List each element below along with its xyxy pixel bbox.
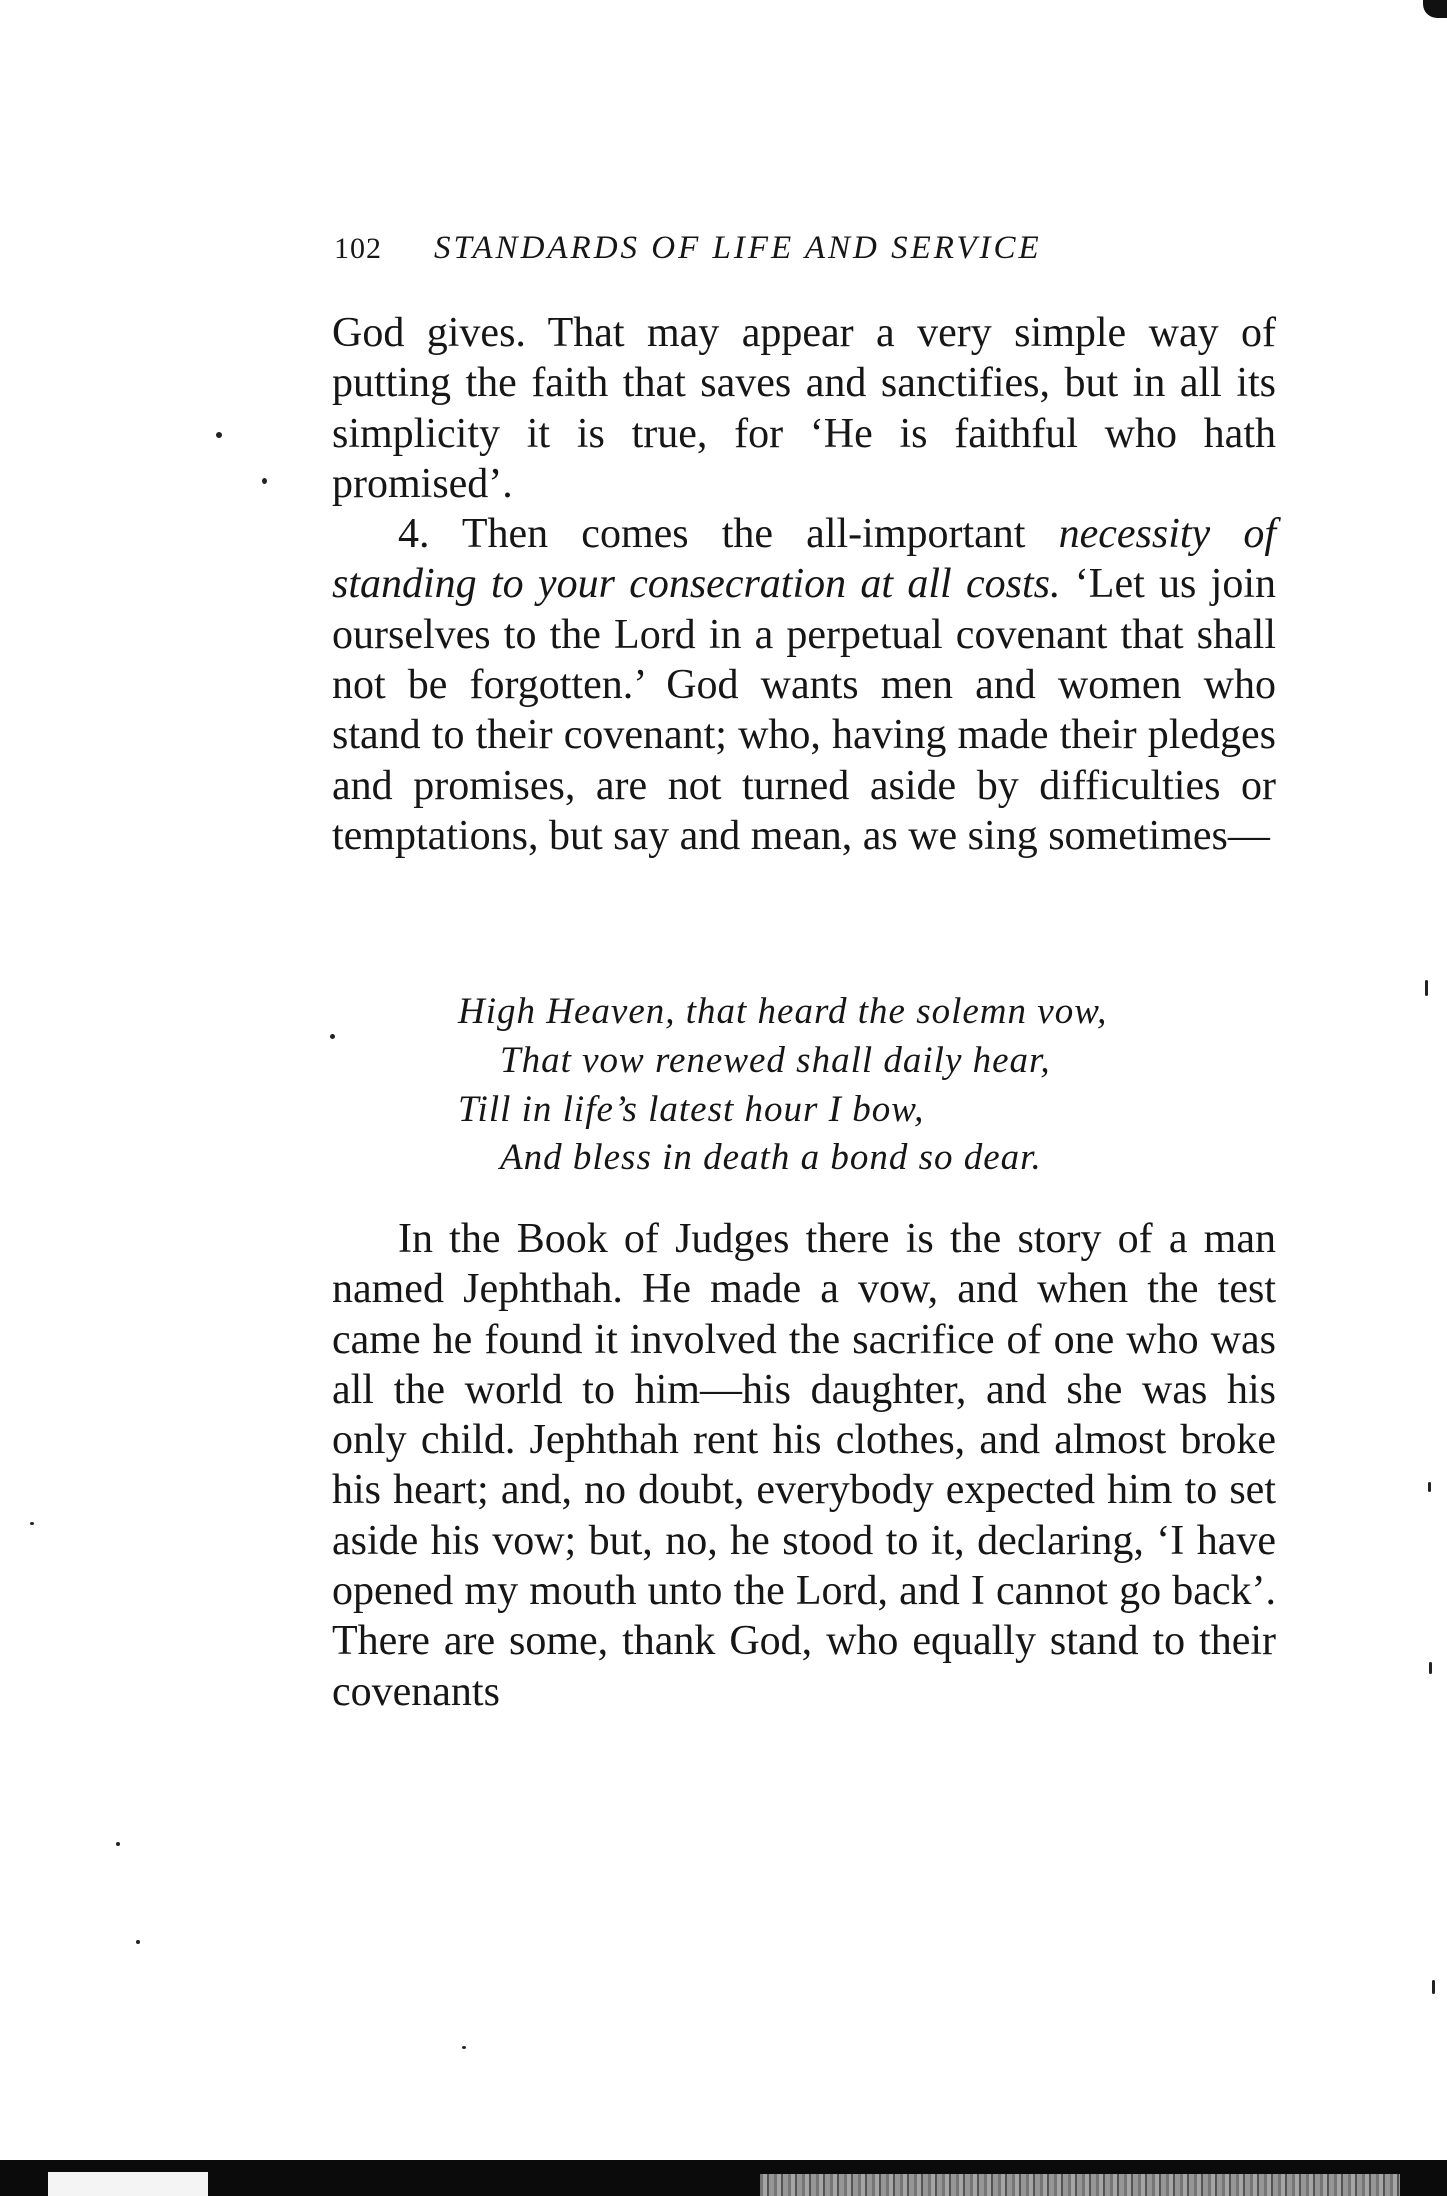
book-title: STANDARDS OF LIFE AND SERVICE bbox=[434, 230, 1042, 266]
body-text-lower bbox=[332, 1214, 1276, 1717]
paragraph-consecration bbox=[332, 509, 1276, 861]
running-header bbox=[334, 230, 1279, 276]
verse-line-1: High Heaven, that heard the solemn vow, bbox=[458, 991, 1108, 1032]
verse-line-3: Till in life’s latest hour I bow, bbox=[458, 1088, 925, 1130]
scan-corner-mark bbox=[1423, 0, 1447, 18]
page-number: 102 bbox=[334, 232, 382, 265]
paragraph-jephthah: In the Book of Judges there is the story of a man named Jephthah. He made a vow, and when the test came he found it involved the sacrifice of one who was all the world to him—his daughter, and she was his only child. Jephthah rent his clothes, and almost broke his heart; and, no doubt, everybody expected him to set aside his vow; but, no, he stood to it, declaring, ‘I have opened my mouth unto the Lord, and I cannot go back’. There are some, thank God, who equally stand to their covenants bbox=[332, 1216, 1276, 1715]
scan-bottom-edge bbox=[0, 2160, 1447, 2196]
scan-speck bbox=[330, 1034, 335, 1039]
scan-speck bbox=[30, 1522, 34, 1525]
paragraph-consecration-rest: ‘Let us join ourselves to the Lord in a perpetual covenant that shall not be forgotten.’ God wants men and women who stand to their covenant; who, having made their pledges and promises, are not turned aside by difficulties or temptations, but say and mean, as we sing sometimes— bbox=[332, 561, 1277, 859]
paragraph-consecration-lead: 4. Then comes the all-important bbox=[398, 511, 1059, 558]
scan-speck bbox=[462, 2046, 466, 2049]
scan-speck bbox=[1432, 1980, 1435, 1994]
scan-speck bbox=[1428, 1482, 1431, 1492]
scan-speck bbox=[116, 1842, 120, 1846]
paragraph-god-gives: God gives. That may appear a very simple way of putting the faith that saves and sanctifies, but in all its simplicity it is true, for ‘He is faithful who hath promised’. bbox=[332, 310, 1276, 507]
verse-block bbox=[458, 988, 1258, 1183]
verse-line-2: That vow renewed shall daily hear, bbox=[500, 1039, 1051, 1081]
scan-speck bbox=[136, 1940, 140, 1944]
scan-speck bbox=[1429, 1662, 1432, 1674]
verse-line-4: And bless in death a bond so dear. bbox=[500, 1137, 1042, 1179]
scan-speck bbox=[216, 432, 222, 438]
paragraph-consecration-emphasis: necessity of standing to your consecration at all costs. bbox=[332, 511, 1276, 608]
scan-edge-tab bbox=[48, 2172, 208, 2196]
scan-speck bbox=[262, 478, 267, 484]
scan-speck bbox=[1425, 980, 1428, 996]
scan-edge-noise bbox=[760, 2174, 1400, 2196]
body-text-upper bbox=[332, 308, 1276, 861]
